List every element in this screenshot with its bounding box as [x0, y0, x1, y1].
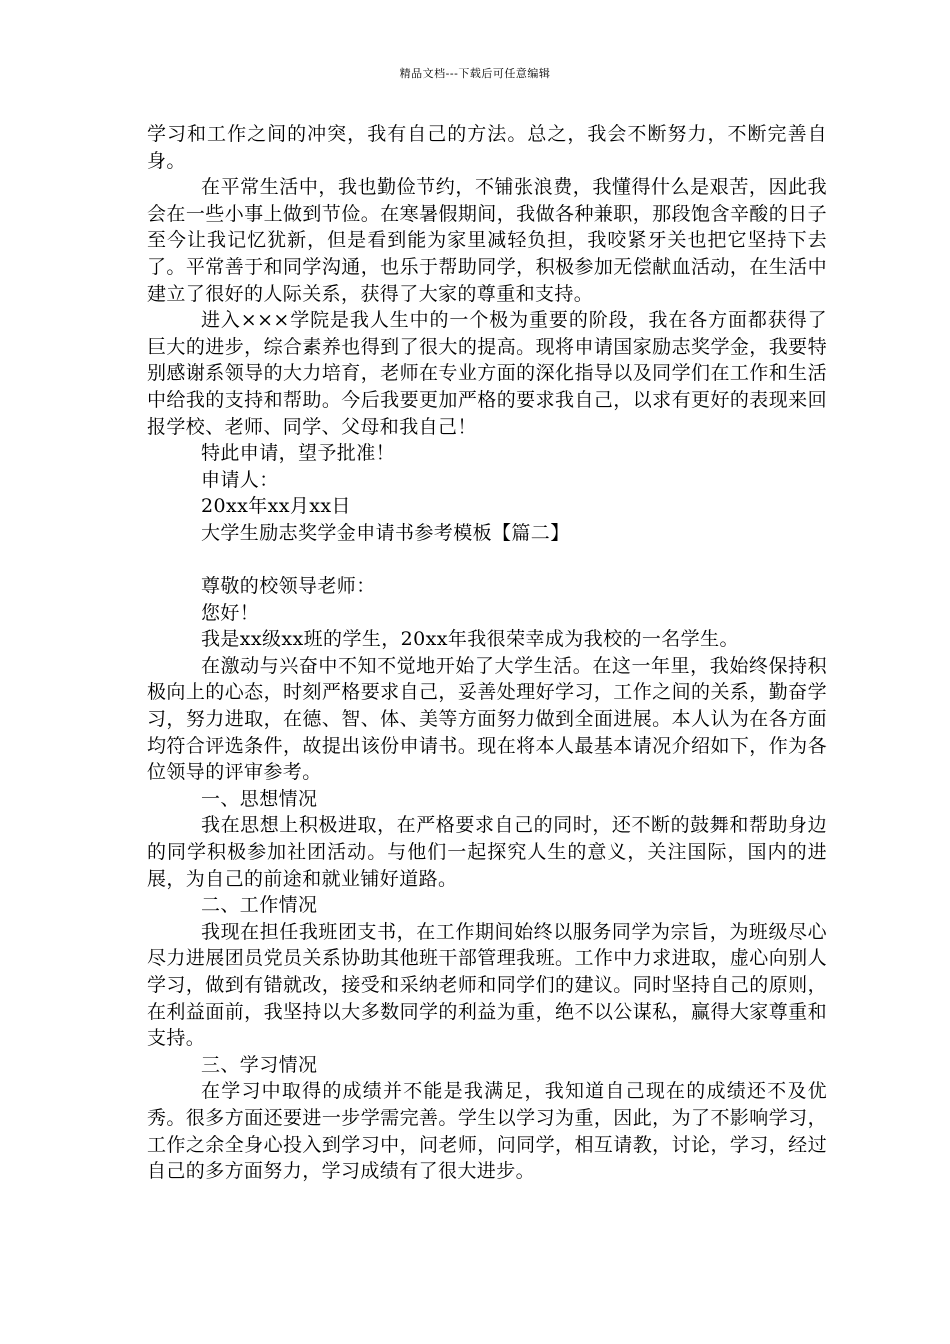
subsection-heading: 三、学习情况: [201, 1053, 318, 1076]
date-line: 20xx年xx月xx日: [201, 495, 351, 518]
paragraph: 在学习中取得的成绩并不能是我满足，我知道自己现在的成绩还不及优秀。很多方面还要进一步学需完善。学生以学习为重，因此，为了不影响学习，工作之余全身心投入到学习中，问老师，问同学，相互请教，讨论，学习，经过自己的多方面努力，学习成绩有了很大进步。: [147, 1080, 827, 1183]
paragraph: 在激动与兴奋中不知不觉地开始了大学生活。在这一年里，我始终保持积极向上的心态，时刻严格要求自己，妥善处理好学习，工作之间的关系，勤奋学习，努力进取，在德、智、体、美等方面努力做到全面进展。本人认为在各方面均符合评选条件，故提出该份申请书。现在将本人最基本请况介绍如下，作为各位领导的评审参考。: [147, 654, 827, 784]
paragraph: 我现在担任我班团支书，在工作期间始终以服务同学为宗旨，为班级尽心尽力进展团员党员关系协助其他班干部管理我班。工作中力求进取，虚心向别人学习，做到有错就改，接受和采纳老师和同学们的建议。同时坚持自己的原则，在利益面前，我坚持以大多数同学的利益为重，绝不以公谋私，赢得大家尊重和支持。: [147, 920, 827, 1050]
section-title: 大学生励志奖学金申请书参考模板【篇二】: [201, 521, 570, 544]
paragraph: 我是xx级xx班的学生，20xx年我很荣幸成为我校的一名学生。: [201, 628, 739, 651]
paragraph: 在平常生活中，我也勤俭节约，不铺张浪费，我懂得什么是艰苦，因此我会在一些小事上做到节俭。在寒暑假期间，我做各种兼职，那段饱含辛酸的日子至今让我记忆犹新，但是看到能为家里减轻负担，我咬紧牙关也把它坚持下去了。平常善于和同学沟通，也乐于帮助同学，积极参加无偿献血活动，在生活中建立了很好的人际关系，获得了大家的尊重和支持。: [147, 176, 827, 305]
paragraph: 进入×××学院是我人生中的一个极为重要的阶段，我在各方面都获得了巨大的进步，综合素养也得到了很大的提高。现将申请国家励志奖学金，我要特别感谢系领导的大力培育，老师在专业方面的深化指导以及同学们在工作和生活中给我的支持和帮助。今后我要更加严格的要求我自己，以求有更好的表现来回报学校、老师、同学、父母和我自己！: [147, 309, 827, 438]
salutation: 尊敬的校领导老师：: [201, 575, 376, 598]
greeting: 您好！: [201, 601, 260, 624]
paragraph: 我在思想上积极进取，在严格要求自己的同时，还不断的鼓舞和帮助身边的同学积极参加社团活动。与他们一起探究人生的意义，关注国际，国内的进展，为自己的前途和就业铺好道路。: [147, 814, 827, 890]
applicant-label: 申请人：: [201, 468, 279, 491]
document-body: [147, 121, 827, 1185]
subsection-heading: 二、工作情况: [201, 894, 318, 917]
paragraph: 学习和工作之间的冲突，我有自己的方法。总之，我会不断努力，不断完善自身。: [147, 123, 827, 172]
blank-line: [147, 547, 827, 574]
subsection-heading: 一、思想情况: [201, 787, 318, 810]
page-header: 精品文档---下载后可任意编辑: [399, 67, 551, 80]
closing-line: 特此申请，望予批准！: [201, 442, 396, 465]
